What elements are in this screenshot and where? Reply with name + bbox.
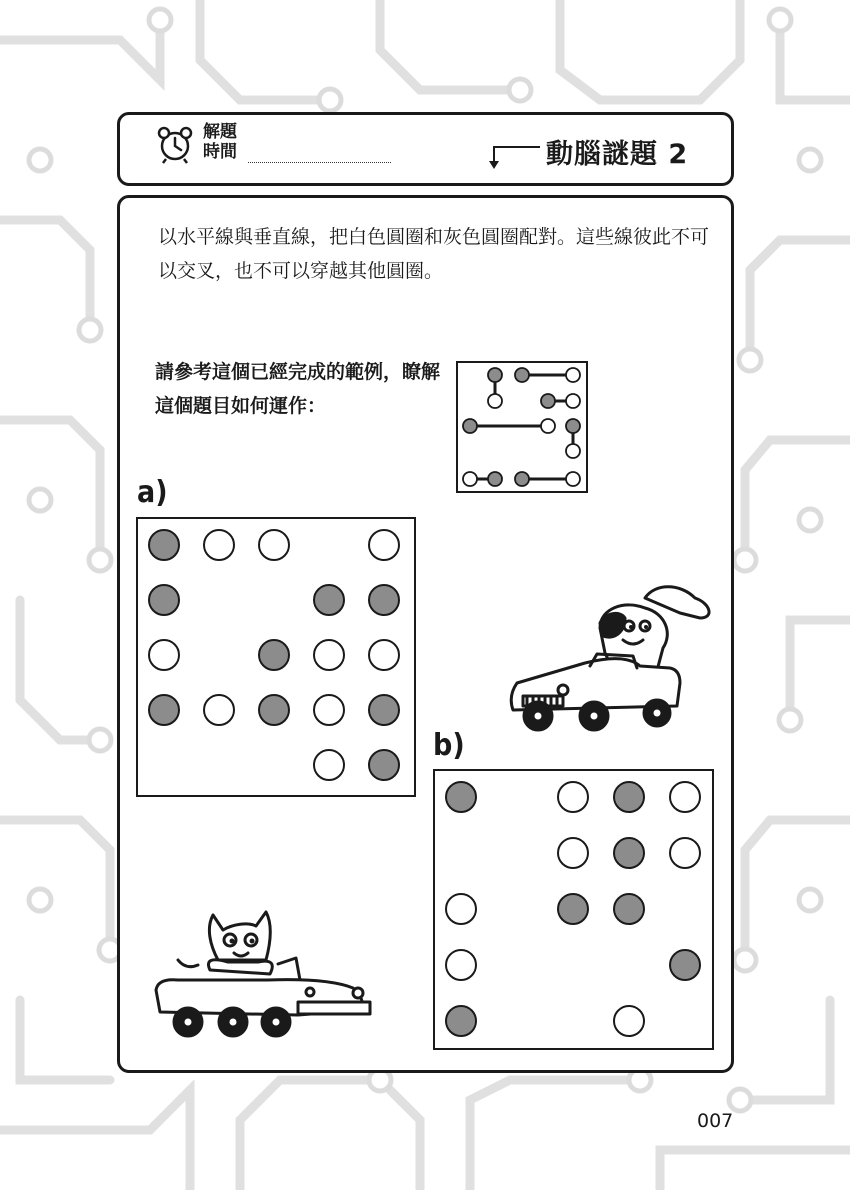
- arrow-down-icon: [486, 141, 542, 171]
- dog-in-car-illustration: [505, 578, 720, 738]
- white-circle[interactable]: [613, 1005, 645, 1037]
- time-writing-line: [248, 162, 391, 163]
- white-circle[interactable]: [203, 694, 235, 726]
- white-circle[interactable]: [203, 529, 235, 561]
- gray-circle[interactable]: [613, 893, 645, 925]
- gray-circle[interactable]: [368, 584, 400, 616]
- gray-circle[interactable]: [368, 749, 400, 781]
- gray-circle[interactable]: [258, 694, 290, 726]
- example-grid: [456, 361, 588, 493]
- cat-in-car-illustration: [148, 900, 380, 1050]
- example-text: 請參考這個已經完成的範例，瞭解這個題目如何運作：: [155, 361, 441, 417]
- white-circle[interactable]: [313, 749, 345, 781]
- gray-circle[interactable]: [148, 694, 180, 726]
- time-label: 解題 時間: [203, 122, 237, 162]
- instructions: 以水平線與垂直線，把白色圓圈和灰色圓圈配對。這些線彼此不可以交叉，也不可以穿越其他圓圈。: [158, 226, 710, 282]
- puzzle-title: 動腦謎題 2: [546, 139, 689, 170]
- puzzle-b-grid[interactable]: [433, 769, 714, 1050]
- white-circle[interactable]: [445, 893, 477, 925]
- white-circle[interactable]: [313, 694, 345, 726]
- puzzle-a-label: a): [137, 475, 168, 510]
- gray-circle[interactable]: [148, 584, 180, 616]
- white-circle[interactable]: [148, 639, 180, 671]
- gray-circle[interactable]: [613, 781, 645, 813]
- gray-circle[interactable]: [669, 949, 701, 981]
- puzzle-a-grid[interactable]: [136, 517, 416, 797]
- white-circle[interactable]: [445, 949, 477, 981]
- white-circle[interactable]: [368, 639, 400, 671]
- white-circle[interactable]: [669, 781, 701, 813]
- white-circle[interactable]: [313, 639, 345, 671]
- white-circle[interactable]: [368, 529, 400, 561]
- gray-circle[interactable]: [368, 694, 400, 726]
- gray-circle[interactable]: [445, 1005, 477, 1037]
- gray-circle[interactable]: [313, 584, 345, 616]
- gray-circle[interactable]: [613, 837, 645, 869]
- gray-circle[interactable]: [445, 781, 477, 813]
- alarm-clock-icon: [155, 124, 195, 164]
- page-number: 007: [697, 1110, 734, 1132]
- white-circle[interactable]: [669, 837, 701, 869]
- white-circle[interactable]: [557, 781, 589, 813]
- gray-circle[interactable]: [148, 529, 180, 561]
- white-circle[interactable]: [258, 529, 290, 561]
- puzzle-b-label: b): [433, 728, 465, 763]
- gray-circle[interactable]: [258, 639, 290, 671]
- gray-circle[interactable]: [557, 893, 589, 925]
- white-circle[interactable]: [557, 837, 589, 869]
